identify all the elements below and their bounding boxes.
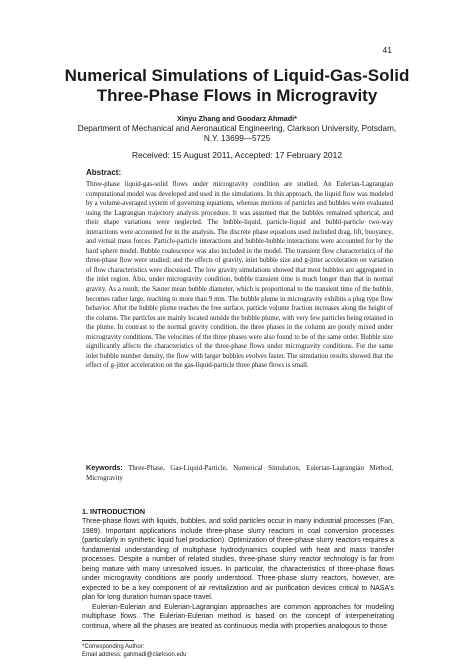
footnote [82, 643, 186, 659]
author-list: Xinyu Zhang and Goodarz Ahmadi* [177, 114, 297, 123]
received-accepted-dates: Received: 15 August 2011, Accepted: 17 February 2012 [131, 150, 343, 160]
keywords [86, 463, 393, 483]
section-heading-introduction: 1. INTRODUCTION [82, 507, 146, 516]
footnote-divider [82, 640, 134, 641]
abstract-heading: Abstract: [86, 168, 122, 177]
page-number: 41 [382, 45, 392, 55]
paper-title: Numerical Simulations of Liquid-Gas-Solid Three-Phase Flows in Microgravity [64, 66, 410, 105]
keywords-text: Three-Phase, Gas-Liquid-Particle, Numerical Simulation, Eulerian-Lagrangian Method, Microgravity [86, 464, 393, 482]
footnote-corresponding-author: *Corresponding Author: [82, 644, 145, 650]
introduction-paragraph-2: Eulerian-Eulerian and Eulerian-Lagrangian approaches are common approaches for modeling multiphase flows. The Eulerian-Eulerian method is based on the concept of interpenetrating continua, where all the phases are treated as continuous media with properties analogous to those [82, 603, 394, 631]
affiliation: Department of Mechanical and Aeronautical Engineering, Clarkson University, Potsdam, N.Y. 13699—5725 [77, 124, 397, 143]
footnote-email: Email address: gahmadi@clarkson.edu [82, 652, 187, 658]
introduction-body [82, 517, 394, 632]
abstract-text: Three-phase liquid-gas-solid flows under microgravity condition are studied. An Eulerian-Lagrangian computational model was developed and used in the simulations. In this approach, the liquid flow was modeled by a volume-averaged system of governing equations, whereas motions of particles and bubbles were evaluated using the Lagrangian trajectory analysis procedure. It was assumed that the bubbles remained spherical, and their shape variations were neglected. The bubble-liquid, particle-liquid and bubbl-particle two-way interactions were accounted for in the analysis. The discrete phase equations used included drag, lift, buoyancy, and virtual mass forces. Particle-particle interactions and bubble-bubble interactions were accounted for by the hard sphere model. Bubble coalescence was also included in the model. The transient flow characteristics of the three-phase flow were studied; and the effects of gravity, inlet bubble size and g-jitter acceleration on variation of flow characteristics were discussed. The low gravity simulations showed that most bubbles are aggregated in the inlet region. Also, under microgravity condition, bubble transient time is much longer than that in normal gravity. As a result, the Sauter mean bubble diameter, which is proportional to the transient time of the bubble, becomes rather large, reaching to more than 9 mm. The bubble plume in microgravity exhibits a plug type flow behavior. After the bubble plume reaches the free surface, particle volume fraction increases along the height of the column. The particles are mainly located outside the bubble plume, with very few particles being retained in the plume. In contrast to the normal gravity condition, the three phases in the column are poorly mixed under microgravity conditions. The velocities of the three phases were also found to be of the same order. Bubble size significantly affects the characteristics of the three-phase flows under microgravity conditions. For the same inlet bubble number density, the flow with larger bubbles evolves faster. The simulation results showed that the effect of g-jitter acceleration on the gas-liquid-particle three phase flows is small. [86, 181, 393, 370]
introduction-paragraph-1: Three-phase flows with liquids, bubbles, and solid particles occur in many industrial processes (Fan, 1989). Important applications include three-phase slurry reactors in coal conversion processes (particularly in synthetic liquid fuel production). Optimization of three-phase slurry reactors requires a fundamental understanding of multiphase hydrodynamics coupled with heat and mass transfer processes. Despite a number of related studies, three-phase slurry reactor technology is far from being mature with many unresolved issues. In particular, the characteristics of three-phase flows under microgravity conditions are poorly understood. Three-phase slurry reactors, however, are expected to be a key component of air revitalization and air purification devices critical to NASA's plan for long duration human space travel. [82, 518, 394, 602]
keywords-label: Keywords: [86, 463, 123, 472]
